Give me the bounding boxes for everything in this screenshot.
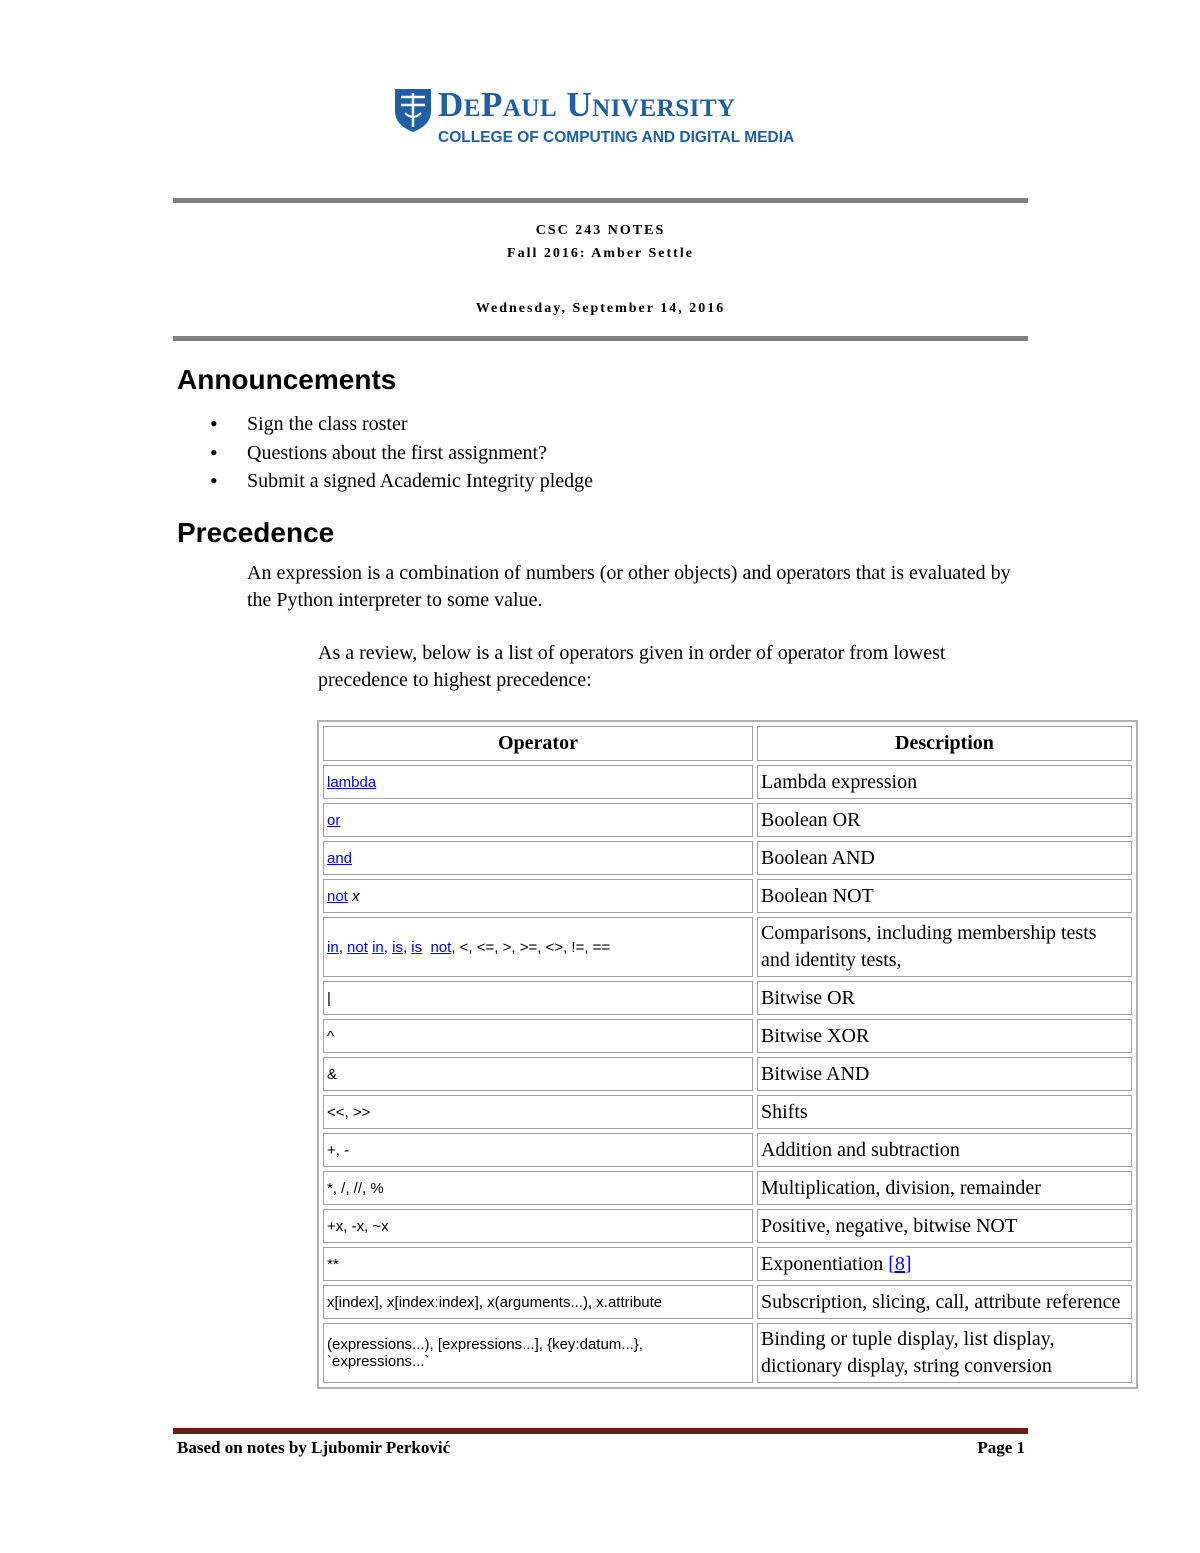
and-link[interactable]: and — [327, 849, 353, 867]
is-not-is-link[interactable]: is — [411, 938, 423, 956]
operator-cell: ** — [323, 1247, 753, 1281]
operator-cell: & — [323, 1057, 753, 1091]
operator-cell — [323, 803, 753, 837]
description-cell: Multiplication, division, remainder — [757, 1171, 1132, 1205]
comparison-operators: , <, <=, >, >=, <>, !=, == — [451, 938, 611, 956]
table-row — [323, 841, 1132, 875]
operator-cell: +, - — [323, 1133, 753, 1167]
description-cell: Subscription, slicing, call, attribute reference — [757, 1285, 1132, 1319]
description-cell — [757, 1247, 1132, 1281]
lambda-link[interactable]: lambda — [327, 773, 377, 791]
is-link[interactable]: is — [392, 938, 403, 956]
table-row — [323, 1057, 1132, 1091]
review-paragraph: As a review, below is a list of operators given in order of operator from lowest precedence to highest precedence: — [318, 642, 946, 691]
description-cell: Addition and subtraction — [757, 1133, 1132, 1167]
description-cell: Bitwise AND — [757, 1057, 1132, 1091]
description-cell: Lambda expression — [757, 765, 1132, 799]
footer-divider — [173, 1428, 1028, 1434]
table-row — [323, 1019, 1132, 1053]
announcements-heading: Announcements — [177, 364, 397, 395]
description-cell: Binding or tuple display, list display, dictionary display, string conversion — [757, 1323, 1132, 1383]
precedence-heading: Precedence — [177, 517, 335, 548]
university-logo — [393, 85, 813, 155]
date-line: Wednesday, September 14, 2016 — [475, 301, 726, 316]
brand-name: DePaul University — [438, 85, 736, 124]
table-row — [323, 765, 1132, 799]
table-row — [323, 1323, 1132, 1383]
exponentiation-label: Exponentiation — [761, 1252, 884, 1275]
operator-cell: x[index], x[index:index], x(arguments...), x.attribute — [323, 1285, 753, 1319]
table-row — [323, 803, 1132, 837]
table-row — [323, 1285, 1132, 1319]
course-title: CSC 243 NOTES — [535, 223, 666, 238]
in-link[interactable]: in — [327, 938, 339, 956]
table-row — [323, 981, 1132, 1015]
table-row — [323, 1095, 1132, 1129]
description-column-header: Description — [757, 726, 1132, 761]
table-row — [323, 1133, 1132, 1167]
shield-icon — [393, 87, 433, 133]
operator-cell — [323, 765, 753, 799]
operand-x: x — [352, 887, 360, 905]
description-cell: Bitwise XOR — [757, 1019, 1132, 1053]
operator-precedence-table — [317, 720, 1138, 1389]
description-cell: Bitwise OR — [757, 981, 1132, 1015]
operator-cell: +x, -x, ~x — [323, 1209, 753, 1243]
expression-paragraph: An expression is a combination of numbers (or other objects) and operators that is evaluated by the Python interpreter to some value. — [247, 562, 1011, 611]
operator-cell: *, /, //, % — [323, 1171, 753, 1205]
description-cell: Positive, negative, bitwise NOT — [757, 1209, 1132, 1243]
footnote-link[interactable]: [8] — [888, 1252, 912, 1275]
or-link[interactable]: or — [327, 811, 341, 829]
table-row — [323, 1209, 1132, 1243]
not-in-not-link[interactable]: not — [347, 938, 368, 956]
list-item: • Questions about the first assignment? — [210, 439, 593, 468]
list-item: • Sign the class roster — [210, 410, 593, 439]
college-name: COLLEGE OF COMPUTING AND DIGITAL MEDIA — [438, 129, 795, 146]
table-header-row — [323, 726, 1132, 761]
operator-cell: (expressions...), [expressions...], {key:datum...}, `expressions...` — [323, 1323, 753, 1383]
operator-cell: <<, >> — [323, 1095, 753, 1129]
top-divider — [173, 198, 1028, 203]
description-cell: Boolean NOT — [757, 879, 1132, 913]
is-not-not-link[interactable]: not — [430, 938, 452, 956]
list-item: • Submit a signed Academic Integrity pledge — [210, 467, 593, 496]
description-cell: Boolean AND — [757, 841, 1132, 875]
term-line: Fall 2016: Amber Settle — [507, 246, 694, 261]
operator-cell: ^ — [323, 1019, 753, 1053]
not-link[interactable]: not — [327, 887, 348, 905]
operator-cell: in, not in, is, is not, <, <=, >, >=, <>, !=, == — [323, 917, 753, 977]
announcements-list — [210, 410, 593, 496]
description-cell: Shifts — [757, 1095, 1132, 1129]
operator-cell — [323, 841, 753, 875]
header-divider — [173, 336, 1028, 341]
description-cell: Comparisons, including membership tests and identity tests, — [757, 917, 1132, 977]
table-row — [323, 1247, 1132, 1281]
description-cell: Boolean OR — [757, 803, 1132, 837]
operator-cell — [323, 879, 753, 913]
operator-column-header: Operator — [323, 726, 753, 761]
page-number: Page 1 — [977, 1438, 1025, 1457]
operator-cell: | — [323, 981, 753, 1015]
table-row — [323, 1171, 1132, 1205]
not-in-in-link[interactable]: in — [372, 938, 384, 956]
footer-credit: Based on notes by Ljubomir Perković — [177, 1438, 451, 1457]
table-row — [323, 917, 1132, 977]
table-row — [323, 879, 1132, 913]
